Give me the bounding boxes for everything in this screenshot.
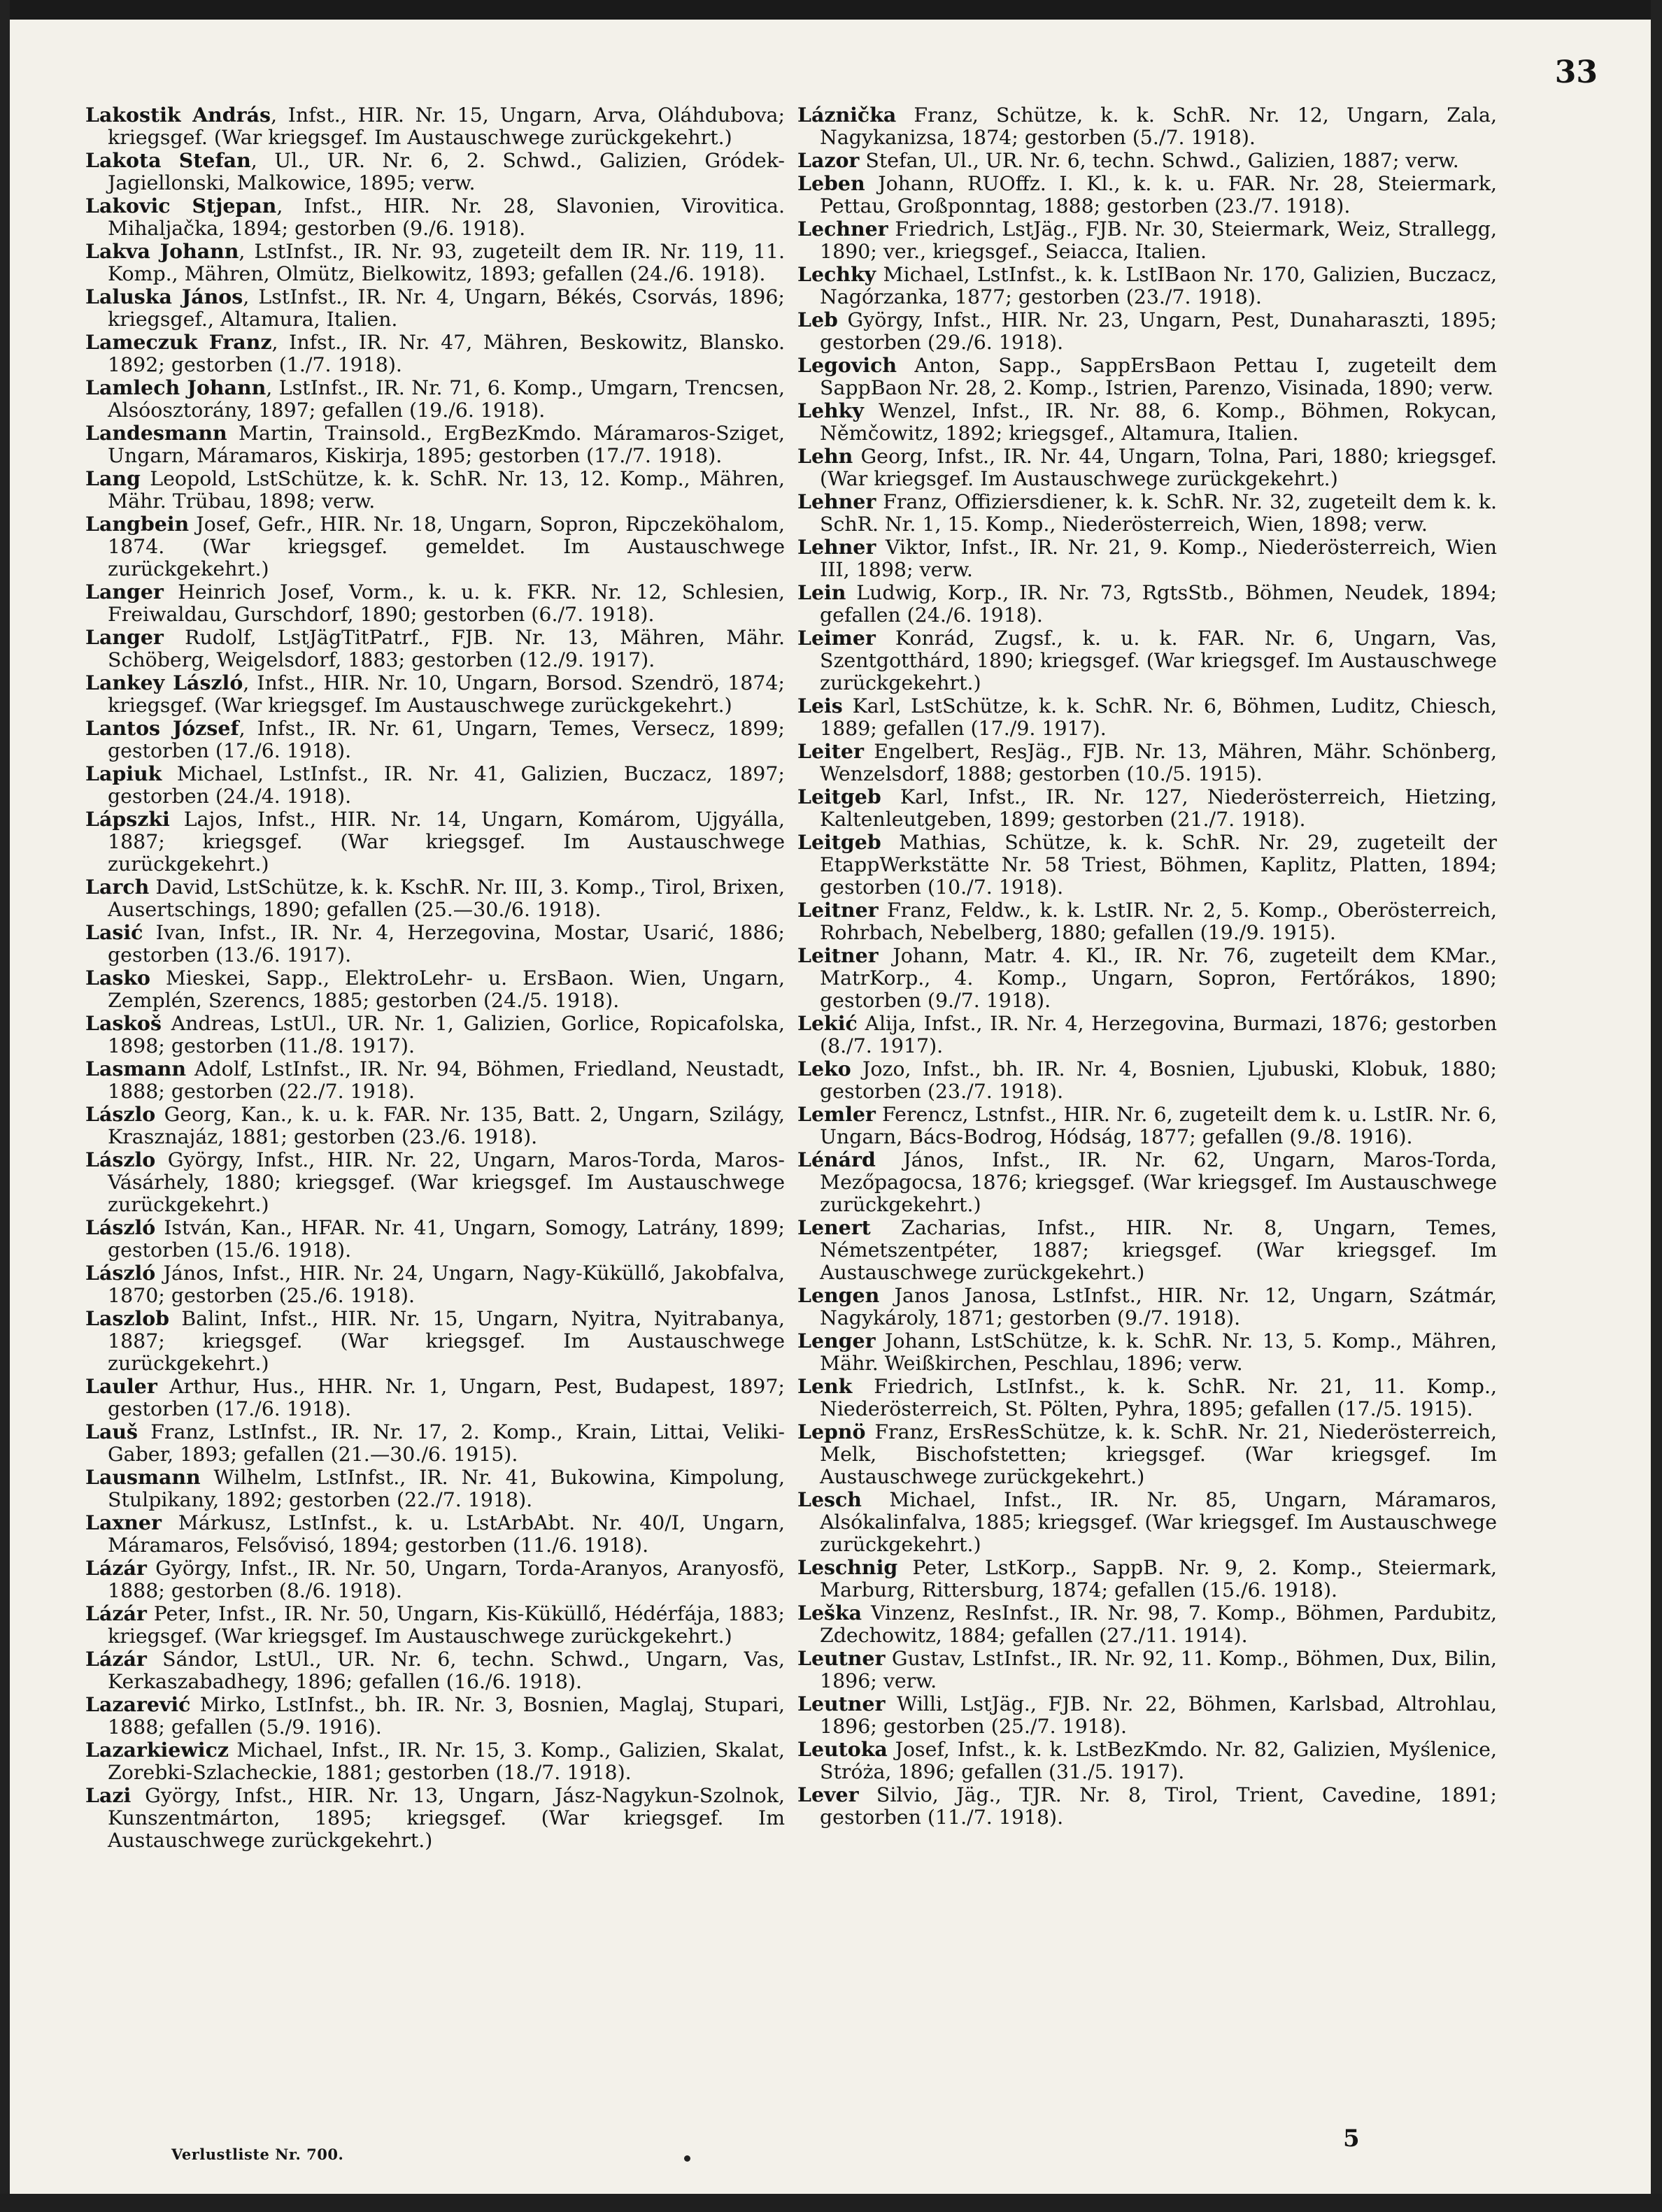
casualty-surname: Larch: [85, 875, 150, 899]
casualty-entry: [85, 1420, 785, 1466]
casualty-details: Franz, Offiziersdiener, k. k. SchR. Nr. 32, zugeteilt dem k. k. SchR. Nr. 1, 15. Komp., Niederösterreich, Wien, 1898; verw.: [820, 490, 1497, 536]
casualty-surname: Lauler: [85, 1374, 157, 1398]
casualty-surname: Laxner: [85, 1511, 162, 1534]
casualty-surname: Lazor: [797, 148, 860, 172]
casualty-entry: [85, 808, 785, 876]
casualty-entry: [85, 331, 785, 376]
casualty-surname: Lechky: [797, 262, 876, 286]
casualty-surname: Lenert: [797, 1215, 871, 1239]
casualty-surname: Leutoka: [797, 1737, 888, 1761]
casualty-entry: [85, 467, 785, 513]
casualty-details: Stefan, Ul., UR. Nr. 6, techn. Schwd., Galizien, 1887; verw.: [859, 149, 1459, 172]
casualty-surname: Lameczuk Franz: [85, 330, 272, 354]
casualty-surname: Lenger: [797, 1329, 876, 1353]
casualty-surname: Leitner: [797, 943, 879, 967]
casualty-details: Sándor, LstUl., UR. Nr. 6, techn. Schwd., Ungarn, Vas, Kerkaszabadhegy, 1896; gefallen (16./6. 1918).: [108, 1648, 785, 1693]
casualty-surname: Lausmann: [85, 1465, 201, 1489]
casualty-surname: Lasić: [85, 920, 143, 944]
casualty-surname: Leitgeb: [797, 830, 881, 854]
casualty-entry: [85, 1511, 785, 1557]
casualty-surname: Lauš: [85, 1420, 138, 1443]
casualty-surname: Lemler: [797, 1102, 876, 1126]
casualty-surname: Langer: [85, 625, 164, 649]
casualty-entry: [797, 1284, 1497, 1329]
scan-border-bottom: [0, 2194, 1662, 2212]
casualty-entry: [797, 399, 1497, 445]
casualty-details: Michael, Infst., IR. Nr. 85, Ungarn, Máramaros, Alsókalinfalva, 1885; kriegsgef. (War kriegsgef. Im Austauschwege zurückgekehrt.): [820, 1488, 1497, 1556]
casualty-surname: Lénárd: [797, 1148, 876, 1171]
casualty-details: János, Infst., IR. Nr. 62, Ungarn, Maros-Torda, Mezőpagocsa, 1876; kriegsgef. (War kriegsgef. Im Austauschwege zurückgekehrt.): [820, 1148, 1497, 1216]
casualty-entry: [797, 354, 1497, 399]
casualty-surname: Lakostik András: [85, 103, 271, 127]
casualty-details: Jozo, Infst., bh. IR. Nr. 4, Bosnien, Ljubuski, Klobuk, 1880; gestorben (23./7. 1918).: [820, 1057, 1497, 1103]
casualty-entry: [85, 1216, 785, 1262]
casualty-details: Franz, LstInfst., IR. Nr. 17, 2. Komp., Krain, Littai, Veliki-Gaber, 1893; gefallen (21.—30./6. 1915).: [108, 1420, 785, 1466]
casualty-details: Lajos, Infst., HIR. Nr. 14, Ungarn, Komárom, Ujgyálla, 1887; kriegsgef. (War kriegsgef. Im Austauschwege zurückgekehrt.): [108, 808, 785, 876]
casualty-entry: [797, 1647, 1497, 1692]
casualty-surname: Leitner: [797, 898, 879, 922]
casualty-entry: [85, 149, 785, 194]
casualty-surname: Leitgeb: [797, 785, 881, 808]
casualty-entry: [797, 1556, 1497, 1601]
casualty-details: Silvio, Jäg., TJR. Nr. 8, Tirol, Trient, Cavedine, 1891; gestorben (11./7. 1918).: [820, 1783, 1497, 1829]
casualty-entry: [85, 285, 785, 331]
casualty-details: Mirko, LstInfst., bh. IR. Nr. 3, Bosnien, Maglaj, Stupari, 1888; gefallen (5./9. 1916).: [108, 1693, 785, 1739]
casualty-details: Michael, LstInfst., k. k. LstIBaon Nr. 170, Galizien, Buczacz, Nagórzanka, 1877; gestorben (23./7. 1918).: [820, 263, 1497, 308]
casualty-details: Karl, LstSchütze, k. k. SchR. Nr. 6, Böhmen, Luditz, Chiesch, 1889; gefallen (17./9. 1917).: [820, 694, 1497, 740]
casualty-surname: Lászlo: [85, 1148, 156, 1171]
casualty-entry: [797, 1216, 1497, 1284]
casualty-details: Wilhelm, LstInfst., IR. Nr. 41, Bukowina, Kimpolung, Stulpikany, 1892; gestorben (22./7. 1918).: [108, 1466, 785, 1511]
casualty-details: Friedrich, LstInfst., k. k. SchR. Nr. 21, 11. Komp., Niederösterreich, St. Pölten, Pyhra, 1895; gefallen (17./5. 1915).: [820, 1375, 1497, 1420]
casualty-surname: Lazarević: [85, 1692, 191, 1716]
casualty-entry: [797, 1420, 1497, 1488]
casualty-surname: Lakovic Stjepan: [85, 194, 277, 217]
casualty-surname: Lázár: [85, 1647, 147, 1671]
casualty-surname: Lekić: [797, 1011, 858, 1035]
casualty-details: Alija, Infst., IR. Nr. 4, Herzegovina, Burmazi, 1876; gestorben (8./7. 1917).: [820, 1012, 1497, 1057]
casualty-surname: Leben: [797, 171, 865, 195]
casualty-surname: László: [85, 1215, 156, 1239]
casualty-entry: [797, 536, 1497, 581]
casualty-entry: [85, 717, 785, 762]
casualty-entry: [85, 422, 785, 467]
casualty-details: Zacharias, Infst., HIR. Nr. 8, Ungarn, Temes, Németszentpéter, 1887; kriegsgef. (War kriegsgef. Im Austauschwege zurückgekehrt.): [820, 1216, 1497, 1284]
casualty-entry: [85, 513, 785, 580]
casualty-entry: [85, 580, 785, 626]
casualty-entry: [797, 1601, 1497, 1647]
footer-dot: [684, 2155, 690, 2162]
casualty-entry: [85, 1057, 785, 1103]
right-column: [797, 104, 1497, 1829]
casualty-surname: Laszlob: [85, 1306, 170, 1330]
casualty-details: Ivan, Infst., IR. Nr. 4, Herzegovina, Mostar, Usarić, 1886; gestorben (13./6. 1917).: [108, 921, 785, 966]
casualty-details: Anton, Sapp., SappErsBaon Pettau I, zugeteilt dem SappBaon Nr. 28, 2. Komp., Istrien, Parenzo, Visinada, 1890; verw.: [820, 354, 1497, 399]
casualty-entry: [85, 966, 785, 1012]
casualty-surname: Leis: [797, 694, 843, 718]
casualty-surname: Lázár: [85, 1601, 147, 1625]
casualty-details: Heinrich Josef, Vorm., k. u. k. FKR. Nr. 12, Schlesien, Freiwaldau, Gurschdorf, 1890; gestorben (6./7. 1918).: [108, 580, 785, 626]
casualty-details: Vinzenz, ResInfst., IR. Nr. 98, 7. Komp., Böhmen, Pardubitz, Zdechowitz, 1884; gefallen (27./11. 1914).: [820, 1601, 1497, 1647]
casualty-entry: [797, 1057, 1497, 1103]
casualty-details: János, Infst., HIR. Nr. 24, Ungarn, Nagy-Küküllő, Jakobfalva, 1870; gestorben (25./6. 1918).: [108, 1262, 785, 1307]
casualty-details: Georg, Kan., k. u. k. FAR. Nr. 135, Batt. 2, Ungarn, Szilágy, Krasznajáz, 1881; gestorben (23./6. 1918).: [108, 1103, 785, 1148]
casualty-details: , Infst., IR. Nr. 61, Ungarn, Temes, Versecz, 1899; gestorben (17./6. 1918).: [108, 717, 785, 762]
left-column: [85, 104, 785, 1852]
casualty-details: Mieskei, Sapp., ElektroLehr- u. ErsBaon. Wien, Ungarn, Zemplén, Szerencs, 1885; gestorben (24./5. 1918).: [108, 966, 785, 1012]
casualty-entry: [797, 1783, 1497, 1829]
casualty-entry: [85, 1012, 785, 1057]
casualty-surname: Leimer: [797, 626, 876, 650]
casualty-details: Georg, Infst., IR. Nr. 44, Ungarn, Tolna, Pari, 1880; kriegsgef. (War kriegsgef. Im Austauschwege zurückgekehrt.): [820, 445, 1497, 490]
casualty-surname: Leschnig: [797, 1555, 898, 1579]
casualty-surname: Lazi: [85, 1783, 132, 1807]
casualty-entry: [797, 217, 1497, 263]
casualty-details: Michael, LstInfst., IR. Nr. 41, Galizien, Buczacz, 1897; gestorben (24./4. 1918).: [108, 762, 785, 808]
casualty-surname: Leutner: [797, 1646, 886, 1670]
casualty-details: Janos Janosa, LstInfst., HIR. Nr. 12, Ungarn, Szátmár, Nagykároly, 1871; gestorben (9./7. 1918).: [820, 1284, 1497, 1329]
casualty-details: István, Kan., HFAR. Nr. 41, Ungarn, Somogy, Latrány, 1899; gestorben (15./6. 1918).: [108, 1216, 785, 1262]
casualty-entry: [85, 1466, 785, 1511]
casualty-surname: Lengen: [797, 1283, 880, 1307]
casualty-surname: Lászlo: [85, 1102, 156, 1126]
casualty-entry: [85, 1307, 785, 1375]
casualty-details: , LstInfst., IR. Nr. 4, Ungarn, Békés, Csorvás, 1896; kriegsgef., Altamura, Italien.: [108, 285, 785, 331]
casualty-surname: Lesch: [797, 1487, 862, 1511]
casualty-surname: Lantos József: [85, 716, 239, 740]
casualty-entry: [85, 1648, 785, 1693]
casualty-surname: Lasmann: [85, 1057, 187, 1080]
casualty-details: Arthur, Hus., HHR. Nr. 1, Ungarn, Pest, Budapest, 1897; gestorben (17./6. 1918).: [108, 1375, 785, 1420]
casualty-surname: Leiter: [797, 739, 864, 763]
casualty-details: Peter, LstKorp., SappB. Nr. 9, 2. Komp., Steiermark, Marburg, Rittersburg, 1874; gefallen (15./6. 1918).: [820, 1556, 1497, 1601]
casualty-details: , LstInfst., IR. Nr. 71, 6. Komp., Umgarn, Trencsen, Alsóosztorány, 1897; gefallen (19./6. 1918).: [108, 376, 786, 422]
casualty-surname: Laskoš: [85, 1011, 162, 1035]
casualty-entry: [797, 172, 1497, 217]
casualty-entry: [85, 104, 785, 149]
casualty-surname: Leutner: [797, 1692, 886, 1715]
casualty-details: , Ul., UR. Nr. 6, 2. Schwd., Galizien, Gródek-Jagiellonski, Malkowice, 1895; verw.: [108, 149, 785, 194]
scan-border-top: [0, 0, 1662, 20]
casualty-surname: Landesmann: [85, 421, 227, 445]
casualty-details: Adolf, LstInfst., IR. Nr. 94, Böhmen, Friedland, Neustadt, 1888; gestorben (22./7. 1918).: [108, 1057, 785, 1103]
casualty-surname: Lamlech Johann: [85, 376, 267, 399]
casualty-entry: [797, 740, 1497, 785]
casualty-details: Engelbert, ResJäg., FJB. Nr. 13, Mähren, Mähr. Schönberg, Wenzelsdorf, 1888; gestorben (10./5. 1915).: [820, 740, 1497, 785]
casualty-surname: Lever: [797, 1783, 859, 1806]
casualty-entry: [85, 762, 785, 808]
casualty-details: György, Infst., IR. Nr. 50, Ungarn, Torda-Aranyos, Aranyosfö, 1888; gestorben (8./6. 1918).: [108, 1557, 785, 1602]
casualty-entry: [85, 671, 785, 717]
casualty-details: Johann, LstSchütze, k. k. SchR. Nr. 13, 5. Komp., Mähren, Mähr. Weißkirchen, Peschlau, 1896; verw.: [820, 1329, 1497, 1375]
casualty-entry: [797, 899, 1497, 944]
casualty-entry: [797, 1738, 1497, 1783]
casualty-surname: Lechner: [797, 217, 888, 241]
casualty-surname: Lázár: [85, 1556, 147, 1580]
casualty-surname: Legovich: [797, 353, 897, 377]
casualty-entry: [797, 1375, 1497, 1420]
casualty-details: Konrád, Zugsf., k. u. k. FAR. Nr. 6, Ungarn, Vas, Szentgotthárd, 1890; kriegsgef. (War kriegsgef. Im Austauschwege zurückgekehrt.): [820, 627, 1497, 694]
casualty-entry: [85, 1693, 785, 1739]
page-number: 33: [1554, 55, 1598, 90]
casualty-details: Josef, Gefr., HIR. Nr. 18, Ungarn, Sopron, Ripczeköhalom, 1874. (War kriegsgef. gemeldet. Im Austauschwege zurückgekehrt.): [108, 513, 785, 580]
casualty-entry: [797, 1148, 1497, 1216]
casualty-details: Rudolf, LstJägTitPatrf., FJB. Nr. 13, Mähren, Mähr. Schöberg, Weigelsdorf, 1883; gestorben (12./9. 1917).: [108, 626, 785, 671]
casualty-details: György, Infst., HIR. Nr. 23, Ungarn, Pest, Dunaharaszti, 1895; gestorben (29./6. 1918).: [820, 308, 1497, 354]
casualty-entry: [797, 104, 1497, 149]
casualty-surname: Lapiuk: [85, 762, 162, 785]
casualty-surname: Lenk: [797, 1374, 853, 1398]
casualty-details: Karl, Infst., IR. Nr. 127, Niederösterreich, Hietzing, Kaltenleutgeben, 1899; gestorben (21./7. 1918).: [820, 785, 1497, 831]
casualty-details: Martin, Trainsold., ErgBezKmdo. Máramaros-Sziget, Ungarn, Máramaros, Kiskirja, 1895; gestorben (17./7. 1918).: [108, 422, 785, 467]
casualty-entry: [797, 1329, 1497, 1375]
casualty-entry: [85, 194, 785, 240]
casualty-entry: [797, 1692, 1497, 1738]
casualty-details: Leopold, LstSchütze, k. k. SchR. Nr. 13, 12. Komp., Mähren, Mähr. Trübau, 1898; verw.: [108, 467, 785, 513]
casualty-details: Balint, Infst., HIR. Nr. 15, Ungarn, Nyitra, Nyitrabanya, 1887; kriegsgef. (War kriegsgef. Im Austauschwege zurückgekehrt.): [108, 1307, 785, 1375]
casualty-entry: [797, 785, 1497, 831]
casualty-details: Friedrich, LstJäg., FJB. Nr. 30, Steiermark, Weiz, Strallegg, 1890; ver., kriegsgef., Seiacca, Italien.: [820, 217, 1497, 263]
casualty-entry: [85, 1375, 785, 1420]
casualty-details: , Infst., HIR. Nr. 28, Slavonien, Virovitica. Mihaljačka, 1894; gestorben (9./6. 1918).: [108, 194, 785, 240]
casualty-surname: Lehky: [797, 399, 864, 422]
casualty-details: Gustav, LstInfst., IR. Nr. 92, 11. Komp., Böhmen, Dux, Bilin, 1896; verw.: [820, 1647, 1497, 1692]
casualty-surname: Leška: [797, 1601, 862, 1625]
casualty-surname: Lápszki: [85, 807, 170, 831]
casualty-entry: [797, 831, 1497, 899]
casualty-entry: [85, 240, 785, 285]
casualty-details: , Infst., HIR. Nr. 15, Ungarn, Arva, Oláhdubova; kriegsgef. (War kriegsgef. Im Austauschwege zurückgekehrt.): [108, 104, 786, 149]
casualty-details: , LstInfst., IR. Nr. 93, zugeteilt dem IR. Nr. 119, 11. Komp., Mähren, Olmütz, Bielkowitz, 1893; gefallen (24./6. 1918).: [108, 240, 785, 285]
casualty-details: Andreas, LstUl., UR. Nr. 1, Galizien, Gorlice, Ropicafolska, 1898; gestorben (11./8. 1917).: [108, 1012, 785, 1057]
casualty-surname: Lehner: [797, 490, 876, 513]
casualty-entry: [85, 876, 785, 921]
scan-border-left: [0, 0, 10, 2212]
casualty-entry: [797, 1103, 1497, 1148]
casualty-details: Willi, LstJäg., FJB. Nr. 22, Böhmen, Karlsbad, Altrohlau, 1896; gestorben (25./7. 1918).: [820, 1692, 1497, 1738]
sheet-mark: 5: [1343, 2125, 1360, 2153]
casualty-entry: [797, 1488, 1497, 1556]
casualty-surname: Lehn: [797, 444, 853, 468]
casualty-surname: Lehner: [797, 535, 876, 559]
casualty-details: Ferencz, Lstnfst., HIR. Nr. 6, zugeteilt dem k. u. LstIR. Nr. 6, Ungarn, Bács-Bodrog, Hódság, 1877; gefallen (9./8. 1916).: [820, 1103, 1497, 1148]
casualty-details: , Infst., IR. Nr. 47, Mähren, Beskowitz, Blansko. 1892; gestorben (1./7. 1918).: [108, 331, 785, 376]
casualty-surname: Lasko: [85, 966, 150, 990]
scan-border-right: [1651, 0, 1662, 2212]
casualty-surname: Lakota Stefan: [85, 148, 251, 172]
casualty-surname: Lazarkiewicz: [85, 1738, 229, 1762]
casualty-surname: Laluska János: [85, 285, 243, 308]
casualty-details: Johann, Matr. 4. Kl., IR. Nr. 76, zugeteilt dem KMar., MatrKorp., 4. Komp., Ungarn, Sopron, Fertőrákos, 1890; gestorben (9./7. 1918).: [820, 944, 1497, 1012]
casualty-entry: [85, 1557, 785, 1602]
casualty-entry: [797, 581, 1497, 627]
casualty-details: David, LstSchütze, k. k. KschR. Nr. III, 3. Komp., Tirol, Brixen, Ausertschings, 1890; gefallen (25.—30./6. 1918).: [108, 876, 785, 921]
casualty-entry: [797, 490, 1497, 536]
footer-list-number: Verlustliste Nr. 700.: [171, 2146, 344, 2163]
casualty-details: Márkusz, LstInfst., k. u. LstArbAbt. Nr. 40/I, Ungarn, Máramaros, Felsővisó, 1894; gestorben (11./6. 1918).: [108, 1511, 785, 1557]
casualty-entry: [797, 944, 1497, 1012]
casualty-details: Josef, Infst., k. k. LstBezKmdo. Nr. 82, Galizien, Myślenice, Stróża, 1896; gefallen (31./5. 1917).: [820, 1738, 1497, 1783]
casualty-entry: [85, 1148, 785, 1216]
casualty-entry: [797, 445, 1497, 490]
casualty-surname: Langbein: [85, 512, 190, 536]
casualty-surname: Lankey László: [85, 671, 243, 694]
casualty-surname: Láznička: [797, 103, 897, 127]
casualty-surname: Leko: [797, 1057, 851, 1080]
casualty-surname: Langer: [85, 580, 164, 604]
casualty-entry: [85, 1739, 785, 1784]
casualty-entry: [797, 694, 1497, 740]
casualty-details: Franz, Schütze, k. k. SchR. Nr. 12, Ungarn, Zala, Nagykanizsa, 1874; gestorben (5./7. 1918).: [820, 104, 1497, 149]
casualty-entry: [85, 921, 785, 966]
casualty-entry: [797, 1012, 1497, 1057]
casualty-details: Peter, Infst., IR. Nr. 50, Ungarn, Kis-Küküllő, Hédérfája, 1883; kriegsgef. (War kriegsgef. Im Austauschwege zurückgekehrt.): [108, 1602, 785, 1648]
casualty-details: Michael, Infst., IR. Nr. 15, 3. Komp., Galizien, Skalat, Zorebki-Szlacheckie, 1881; gestorben (18./7. 1918).: [108, 1739, 785, 1784]
casualty-details: , Infst., HIR. Nr. 10, Ungarn, Borsod. Szendrö, 1874; kriegsgef. (War kriegsgef. Im Austauschwege zurückgekehrt.): [108, 671, 785, 717]
casualty-entry: [85, 1784, 785, 1852]
casualty-entry: [797, 627, 1497, 694]
casualty-surname: Leb: [797, 308, 838, 331]
casualty-details: Wenzel, Infst., IR. Nr. 88, 6. Komp., Böhmen, Rokycan, Němčowitz, 1892; kriegsgef., Altamura, Italien.: [820, 399, 1497, 445]
casualty-details: Ludwig, Korp., IR. Nr. 73, RgtsStb., Böhmen, Neudek, 1894; gefallen (24./6. 1918).: [820, 581, 1497, 627]
casualty-entry: [85, 376, 785, 422]
casualty-details: Franz, Feldw., k. k. LstIR. Nr. 2, 5. Komp., Oberösterreich, Rohrbach, Nebelberg, 1880; gefallen (19./9. 1915).: [820, 899, 1497, 944]
casualty-entry: [85, 1103, 785, 1148]
casualty-entry: [85, 1262, 785, 1307]
casualty-entry: [85, 1602, 785, 1648]
casualty-details: Johann, RUOffz. I. Kl., k. k. u. FAR. Nr. 28, Steiermark, Pettau, Großponntag, 1888; gestorben (23./7. 1918).: [820, 172, 1497, 217]
casualty-details: Mathias, Schütze, k. k. SchR. Nr. 29, zugeteilt der EtappWerkstätte Nr. 58 Triest, Böhmen, Kaplitz, Platten, 1894; gestorben (10./7. 1918).: [820, 831, 1497, 899]
casualty-details: György, Infst., HIR. Nr. 22, Ungarn, Maros-Torda, Maros-Vásárhely, 1880; kriegsgef. (War kriegsgef. Im Austauschwege zurückgekehrt.): [108, 1148, 785, 1216]
casualty-entry: [85, 626, 785, 671]
casualty-entry: [797, 308, 1497, 354]
casualty-surname: Lang: [85, 466, 141, 490]
casualty-details: György, Infst., HIR. Nr. 13, Ungarn, Jász-Nagykun-Szolnok, Kunszentmárton, 1895; kriegsgef. (War kriegsgef. Im Austauschwege zurückgekehrt.): [108, 1784, 785, 1852]
casualty-surname: Lepnö: [797, 1420, 866, 1443]
casualty-entry: [797, 149, 1497, 172]
casualty-surname: László: [85, 1261, 156, 1285]
casualty-surname: Lakva Johann: [85, 239, 239, 263]
casualty-details: Viktor, Infst., IR. Nr. 21, 9. Komp., Niederösterreich, Wien III, 1898; verw.: [820, 536, 1497, 581]
casualty-surname: Lein: [797, 580, 846, 604]
casualty-entry: [797, 263, 1497, 308]
casualty-details: Franz, ErsResSchütze, k. k. SchR. Nr. 21, Niederösterreich, Melk, Bischofstetten; kriegsgef. (War kriegsgef. Im Austauschwege zurückgekehrt.): [820, 1420, 1497, 1488]
